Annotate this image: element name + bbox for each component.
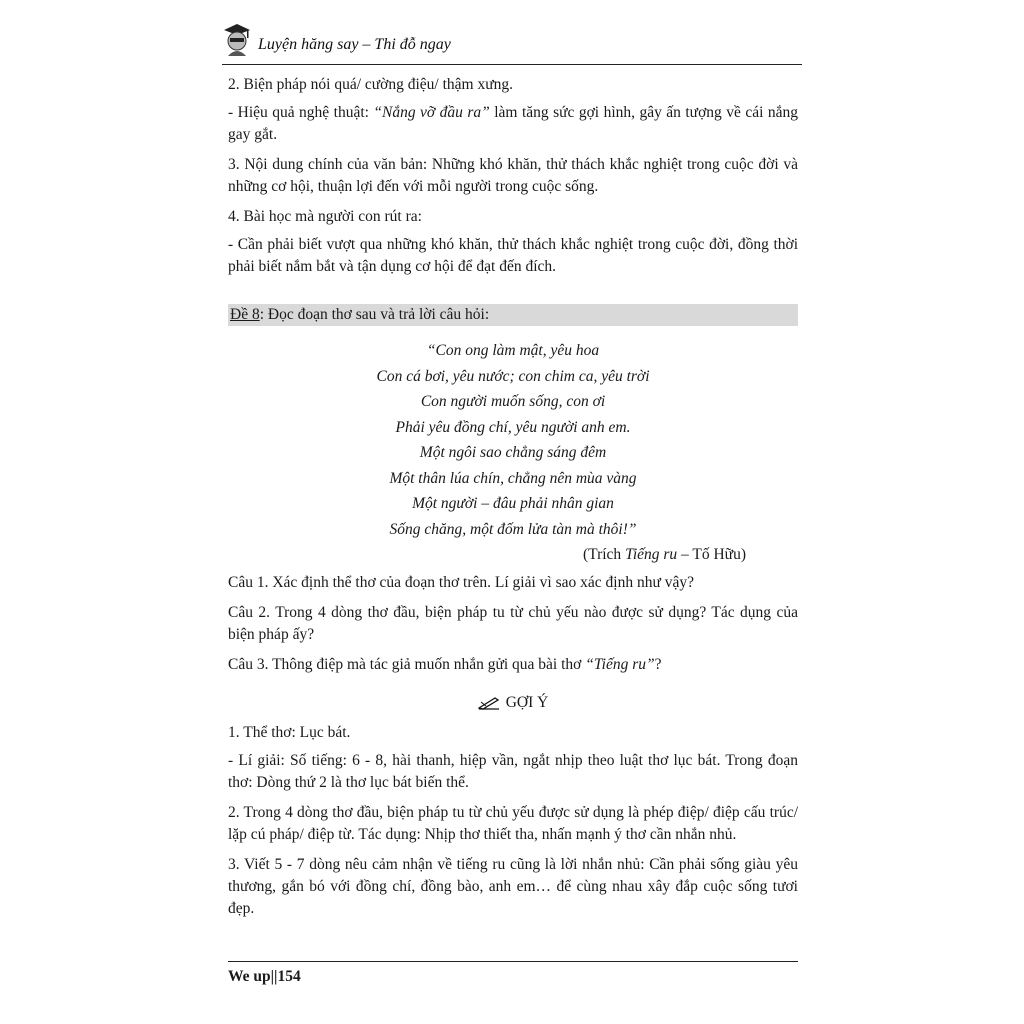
page-footer: We up||154	[228, 968, 301, 985]
answer-prev-4: 4. Bài học mà người con rút ra:	[228, 208, 422, 225]
poem-line: Sống chăng, một đốm lửa tàn mà thôi!”	[389, 520, 637, 538]
answer-prev-lesson: - Cần phải biết vượt qua những khó khăn, thử thách khắc nghiệt trong cuộc đời, đồng thời phải biết nắm bắt và tận dụng cơ hội để đạt đến đích.	[228, 236, 798, 275]
hint-heading	[228, 690, 798, 716]
hint-title: GỢI Ý	[505, 694, 549, 711]
page-header	[222, 22, 802, 65]
poem-line: Phải yêu đồng chí, yêu người anh em.	[395, 418, 631, 436]
poem-line: Một ngôi sao chẳng sáng đêm	[419, 444, 607, 461]
answer-prev-2: 2. Biện pháp nói quá/ cường điệu/ thậm xưng.	[228, 76, 514, 93]
footer-divider	[228, 961, 798, 962]
answer-2: 2. Trong 4 dòng thơ đầu, biện pháp tu từ chủ yếu được sử dụng là phép điệp/ điệp cấu trúc/ lặp cú pháp/ điệp từ. Tác dụng: Nhịp thơ thiết tha, nhấn mạnh ý thơ cần nhắn nhủ.	[228, 804, 798, 843]
poem-line: “Con ong làm mật, yêu hoa	[426, 342, 600, 359]
answer-3: 3. Viết 5 - 7 dòng nêu cảm nhận về tiếng ru cũng là lời nhắn nhủ: Cần phải sống giàu yêu thương, gắn bó với đồng chí, đồng bào, anh em… để cùng nhau xây đắp cuộc sống tươi đẹp.	[228, 856, 798, 917]
graduate-mascot-icon	[222, 22, 252, 56]
answer-prev-effect: - Hiệu quả nghệ thuật: “Nắng vỡ đầu ra” làm tăng sức gợi hình, gây ấn tượng về cái nắng gay gắt.	[228, 104, 798, 143]
header-title: Luyện hăng say – Thi đỗ ngay	[258, 36, 451, 53]
answer-prev-3: 3. Nội dung chính của văn bản: Những khó khăn, thử thách khắc nghiệt trong cuộc đời và những cơ hội, thuận lợi đến với mỗi người trong cuộc sống.	[228, 156, 798, 195]
question-1: Câu 1. Xác định thể thơ của đoạn thơ trên. Lí giải vì sao xác định như vậy?	[228, 574, 694, 591]
answer-1: 1. Thể thơ: Lục bát.	[228, 724, 351, 741]
poem-attribution: (Trích Tiếng ru – Tố Hữu)	[583, 546, 746, 563]
poem-line: Con người muốn sống, con ơi	[420, 393, 606, 410]
section-label: Đề 8	[230, 306, 260, 323]
question-2: Câu 2. Trong 4 dòng thơ đầu, biện pháp tu từ chủ yếu nào được sử dụng? Tác dụng của biện pháp ấy?	[228, 604, 798, 643]
question-3: Câu 3. Thông điệp mà tác giả muốn nhắn gửi qua bài thơ “Tiếng ru”?	[228, 656, 662, 673]
poem	[228, 338, 798, 542]
page-content	[228, 74, 798, 928]
answer-1-explain: - Lí giải: Số tiếng: 6 - 8, hài thanh, hiệp vần, ngắt nhịp theo luật thơ lục bát. Trong đoạn thơ: Dòng thứ 2 là thơ lục bát biến thể.	[228, 752, 798, 791]
section-title: Đề 8: Đọc đoạn thơ sau và trả lời câu hỏi:	[228, 304, 798, 326]
pencil-icon	[478, 696, 500, 710]
poem-line: Con cá bơi, yêu nước; con chim ca, yêu trời	[376, 367, 650, 385]
poem-line: Một thân lúa chín, chẳng nên mùa vàng	[389, 469, 637, 487]
poem-line: Một người – đâu phải nhân gian	[412, 495, 614, 512]
